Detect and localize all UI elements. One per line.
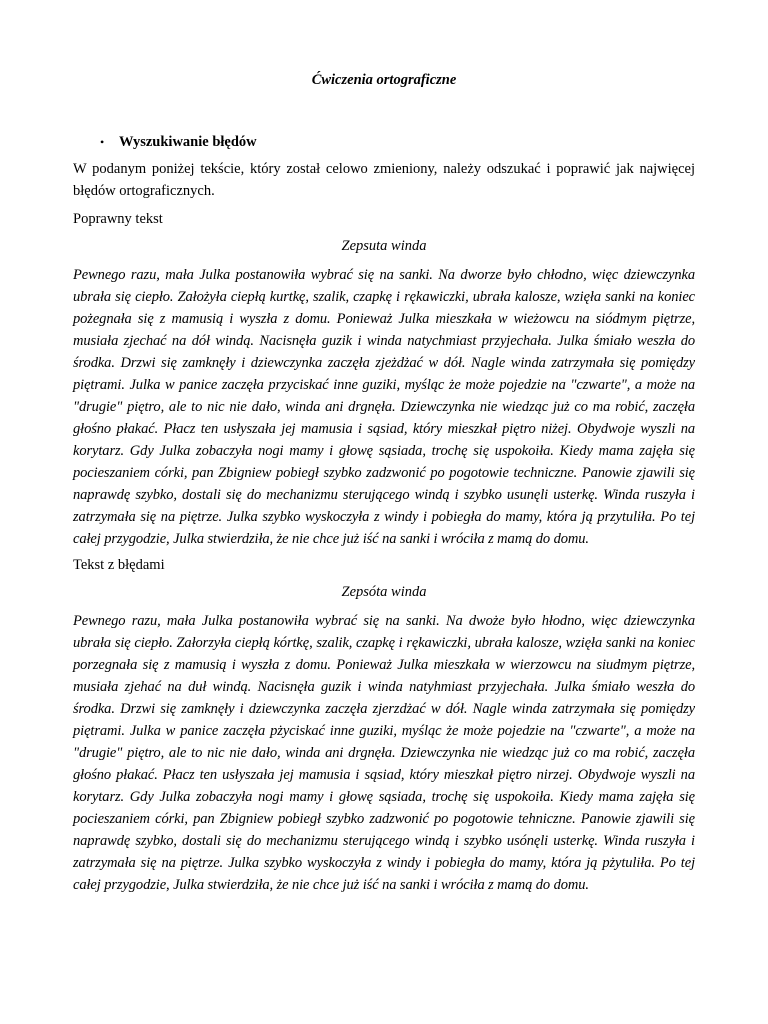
correct-story-title: Zepsuta winda [341, 238, 427, 254]
document-title: Ćwiczenia ortograficzne [311, 72, 457, 88]
bullet-icon: • [100, 135, 105, 149]
error-text-label: Tekst z błędami [73, 557, 165, 573]
error-story-paragraph: Pewnego razu, mała Julka postanowiła wybrać się na sanki. Na dwoże było hłodno, więc dziewczynka ubrała się ciepło. Załorzyła ciepłą kórtkę, szalik, czapkę i rękawiczki, ubrała kalosze, wzięła sanki na koniec porzegnała się z mamusią i wyszła z domu. Ponieważ Julka mieszkała w wierzowcu na siudmym piętrze, musiała zjehać na duł windą. Nacisnęła guzik i winda natyhmiast przyjechała. Julka śmiało weszła do środka. Drzwi się zamknęły i dziewczynka zaczęła zjerzdżać w dół. Nagle winda zatrzymała się pomiędzy piętrami. Julka w panice zaczęła pżyciskać inne guziki, myśląc że może pojedzie na "czwarte", a może na "drugie" piętro, ale to nic nie dało, winda ani drgnęła. Dziewczynka nie wiedząc już co ma robić, zaczęła głośno płakać. Płacz ten usłyszała jej mamusia i sąsiad, który mieszkał piętro nirzej. Obydwoje wyszli na korytarz. Gdy Julka zobaczyła nogi mamy i głowę sąsiada, trochę się uspokoiła. Kiedy mama zajęła się pocieszaniem córki, pan Zbigniew pobiegł szybko zadzwonić po pogotowie tehniczne. Panowie zjawili się naprawdę szybko, dostali się do mechanizmu sterującego windą i szybko usónęli usterkę. Winda ruszyła i zatrzymała się na piętrze. Julka szybko wyskoczyła z windy i pobiegła do mamy, która ją pżytuliła. Po tej całej przygodzie, Julka stwierdziła, że nie chce już iść na sanki i wróciła z mamą do domu. [73, 613, 695, 893]
correct-text-label: Poprawny tekst [73, 211, 163, 227]
instructions-paragraph: W podanym poniżej tekście, który został celowo zmieniony, należy odszukać i poprawić jak najwięcej błędów ortograficznych. [73, 161, 695, 199]
section-heading: Wyszukiwanie błędów [119, 134, 257, 150]
document-page [73, 70, 695, 896]
section-heading-row [73, 132, 695, 152]
correct-story-paragraph: Pewnego razu, mała Julka postanowiła wybrać się na sanki. Na dworze było chłodno, więc dziewczynka ubrała się ciepło. Założyła ciepłą kurtkę, szalik, czapkę i rękawiczki, ubrała kalosze, wzięła sanki na koniec pożegnała się z mamusią i wyszła z domu. Ponieważ Julka mieszkała w wieżowcu na siódmym piętrze, musiała zjechać na dół windą. Nacisnęła guzik i winda natychmiast przyjechała. Julka śmiało weszła do środka. Drzwi się zamknęły i dziewczynka zaczęła zjeżdżać w dół. Nagle winda zatrzymała się pomiędzy piętrami. Julka w panice zaczęła przyciskać inne guziki, myśląc że może pojedzie na "czwarte", a może na "drugie" piętro, ale to nic nie dało, winda ani drgnęła. Dziewczynka nie wiedząc już co ma robić, zaczęła głośno płakać. Płacz ten usłyszała jej mamusia i sąsiad, który mieszkał piętro niżej. Obydwoje wyszli na korytarz. Gdy Julka zobaczyła nogi mamy i głowę sąsiada, trochę się uspokoiła. Kiedy mama zajęła się pocieszaniem córki, pan Zbigniew pobiegł szybko zadzwonić po pogotowie techniczne. Panowie zjawili się naprawdę szybko, dostali się do mechanizmu sterującego windą i szybko usunęli usterkę. Winda ruszyła i zatrzymała się na piętrze. Julka szybko wyskoczyła z windy i pobiegła do mamy, która ją przytuliła. Po tej całej przygodzie, Julka stwierdziła, że nie chce już iść na sanki i wróciła z mamą do domu. [73, 267, 695, 547]
error-story-title: Zepsóta winda [341, 584, 427, 600]
